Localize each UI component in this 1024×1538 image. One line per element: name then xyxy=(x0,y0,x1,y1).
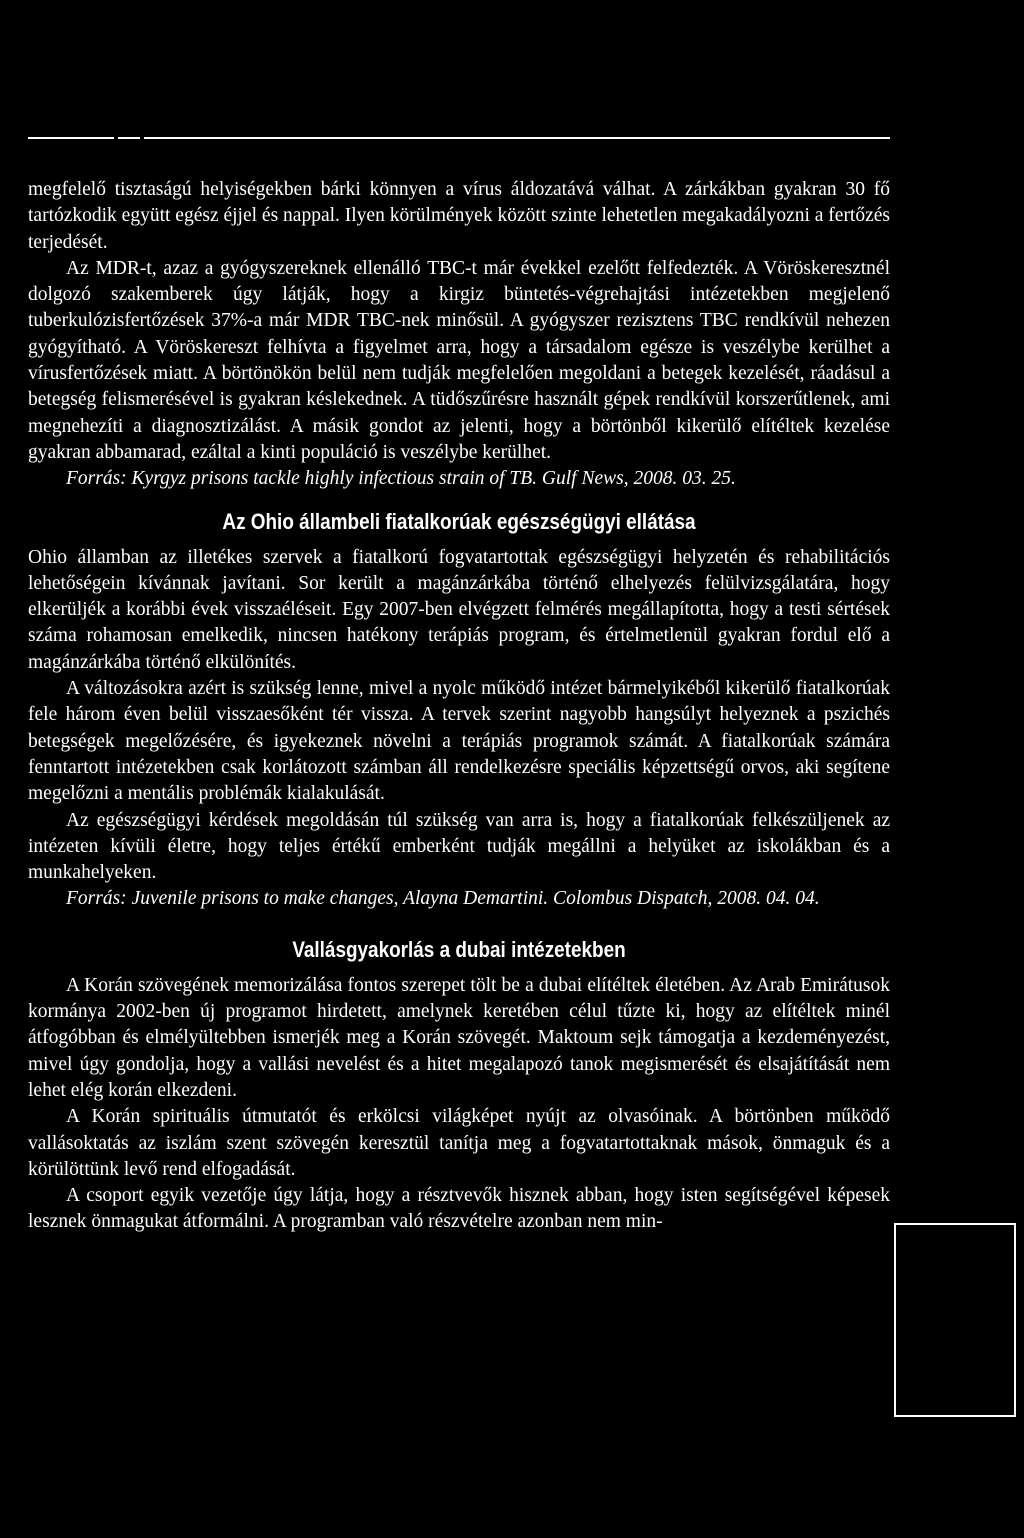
section-ohio-juvenile xyxy=(28,509,890,913)
paragraph: Az egészségügyi kérdések megoldásán túl szükség van arra is, hogy a fiatalkorúak felkészüljenek az intézeten kívüli életre, hogy teljes értékű emberként tudják megállni a helyüket az iskolákban és a munkahelyeken. xyxy=(28,809,890,884)
section-title: Vallásgyakorlás a dubai intézetekben xyxy=(292,936,626,962)
paragraph: megfelelő tisztaságú helyiségekben bárki könnyen a vírus áldozatává válhat. A zárkákban gyakran 30 fő tartózkodik együtt egész éjjel és nappal. Ilyen körülmények között szinte lehetetlen megakadályozni a fertőzés terjedését. xyxy=(28,179,890,253)
section-kyrgyz-tb xyxy=(28,177,890,493)
header-rule-segment xyxy=(28,137,114,139)
section-title: Az Ohio állambeli fiatalkorúak egészségügyi ellátása xyxy=(222,508,696,534)
paragraph: A változásokra azért is szükség lenne, mivel a nyolc működő intézet bármelyikéből kikerülő fiatalkorúak fele három éven belül visszaesőként tér vissza. A tervek szerint nagyobb hangsúlyt helyeznek a pszichés betegségek megelőzésére, és igyekeznek növelni a terápiás programok számát. A fiatalkorúak számára fenntartott intézetekben csak korlátozott számban áll rendelkezésre speciális képzettségű orvos, aki segítene megelőzni a mentális problémák kialakulását. xyxy=(28,678,890,805)
paragraph: A csoport egyik vezetője úgy látja, hogy a résztvevők hisznek abban, hogy isten segítségével képesek lesznek önmagukat átformálni. A programban való részvételre azonban nem min- xyxy=(28,1185,890,1233)
paragraph: Az MDR-t, azaz a gyógyszereknek ellenálló TBC-t már évekkel ezelőtt felfedezték. A Vöröskeresztnél dolgozó szakemberek úgy látják, hogy a kirgiz büntetés-végrehajtási intézetekben megjelenő tuberkulózisfertőzések 37%-a már MDR TBC-nek minősül. A gyógyszer rezisztens TBC rendkívül nehezen gyógyítható. A Vöröskereszt felhívta a figyelmet arra, hogy a társadalom egésze is veszélybe kerülhet a vírusfertőzések miatt. A börtönökön belül nem tudják megfelelően megoldani a betegek kezelését, ráadásul a betegség felismerésével is gyakran késlekednek. A tüdőszűrésre használt gépek rendkívül korszerűtlenek, ami megnehezíti a diagnosztizálást. A másik gondot az jelenti, hogy a börtönből kikerülő elítéltek kezelése gyakran abbamarad, ezáltal a kinti populáció is veszélybe kerülhet. xyxy=(28,257,890,463)
source-citation: Forrás: Kyrgyz prisons tackle highly infectious strain of TB. Gulf News, 2008. 03. 25. xyxy=(66,468,736,490)
paragraph: Ohio államban az illetékes szervek a fiatalkorú fogvatartottak egészségügyi helyzetén és rehabilitációs lehetőségein kívánnak javítani. Sor került a magánzárkába történő elhelyezés felülvizsgálatára, hogy elkerüljék a korábbi évek visszaéléseit. Egy 2007-ben elvégzett felmérés megállapította, hogy a testi sértések száma rohamosan emelkedik, nincsen hatékony terápiás program, és értelmetlenül gyakran fordul elő a magánzárkába történő elkülönítés. xyxy=(28,546,890,673)
paragraph: A Korán spirituális útmutatót és erkölcsi világképet nyújt az olvasóinak. A börtönben működő vallásoktatás az iszlám szent szövegén keresztül tanítja meg a fogvatartottaknak mások, önmaguk és a körülöttünk levő rend elfogadását. xyxy=(28,1106,890,1180)
source-citation: Forrás: Juvenile prisons to make changes, Alayna Demartini. Colombus Dispatch, 2008. 04. 04. xyxy=(66,888,820,910)
margin-box xyxy=(894,1223,1016,1417)
header-rule-segment xyxy=(144,137,890,139)
section-dubai-religion xyxy=(28,937,890,1236)
header-rule-segment xyxy=(118,137,140,139)
page-content xyxy=(28,177,890,1236)
paragraph: A Korán szövegének memorizálása fontos szerepet tölt be a dubai elítéltek életében. Az Arab Emirátusok kormánya 2002-ben új programot hirdetett, amelynek keretében célul tűzte ki, hogy az elítéltek minél átfogóbban és elmélyültebben ismerjék meg a Korán szövegét. Maktoum sejk támogatja a kezdeményezést, mivel úgy gondolja, hogy a vallási nevelést és a hitet megalapozó tanok megismerését és elsajátítását nem lehet elég korán elkezdeni. xyxy=(28,974,890,1101)
